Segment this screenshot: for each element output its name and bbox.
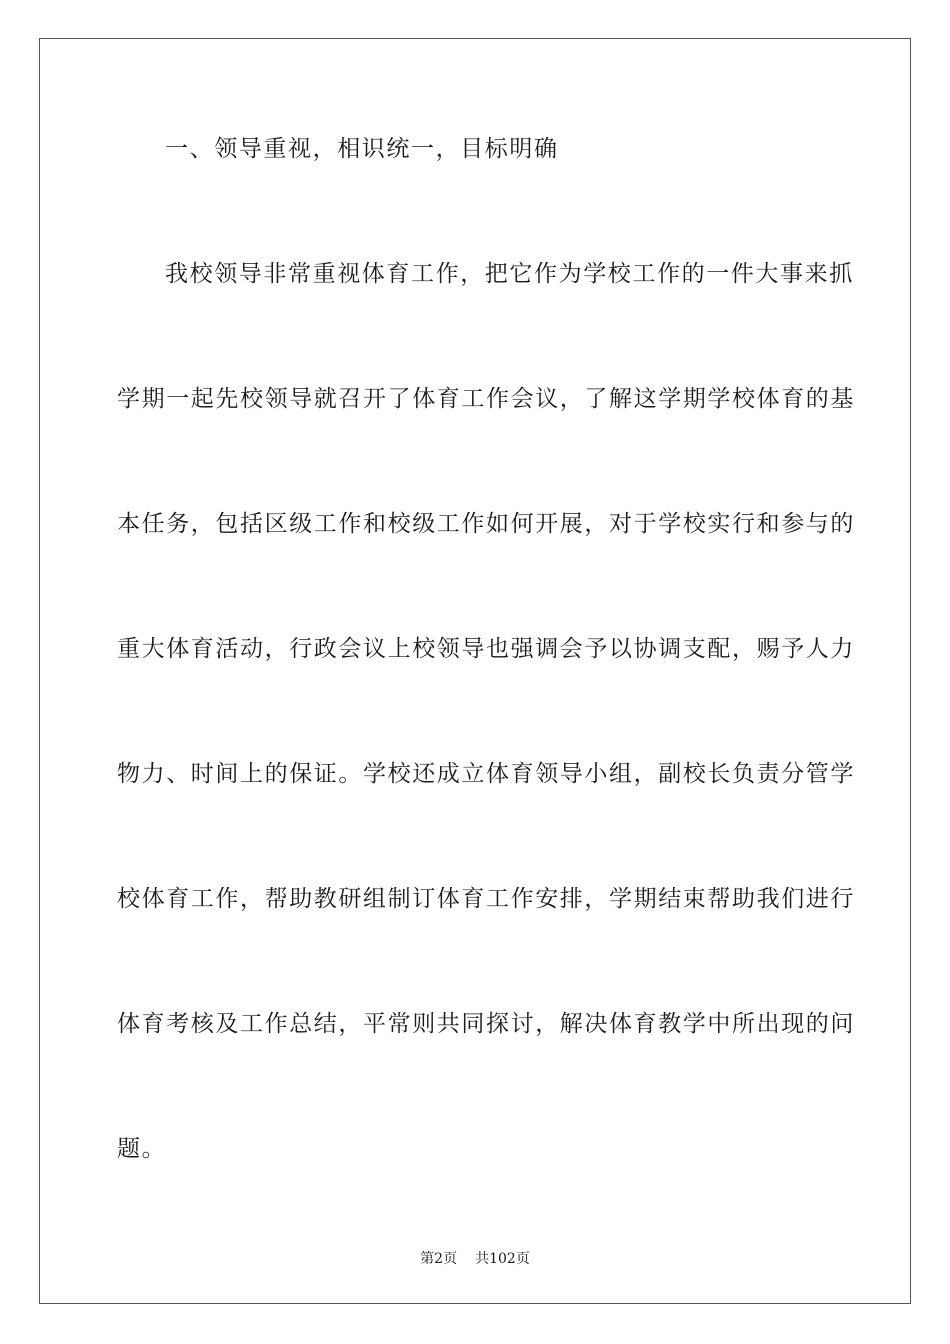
paragraph-line-3: 本任务，包括区级工作和校级工作如何开展，对于学校实行和参与的 bbox=[117, 511, 855, 537]
paragraph-line-7: 体育考核及工作总结，平常则共同探讨，解决体育教学中所出现的问 bbox=[117, 1011, 855, 1037]
paragraph-line-8: 题。 bbox=[117, 1136, 167, 1162]
page-number: 第2页 bbox=[420, 1251, 458, 1267]
paragraph-line-2: 学期一起先校领导就召开了体育工作会议，了解这学期学校体育的基 bbox=[117, 386, 855, 412]
paragraph-line-6: 校体育工作，帮助教研组制订体育工作安排，学期结束帮助我们进行 bbox=[117, 886, 855, 912]
page-footer bbox=[0, 1250, 950, 1268]
page-border bbox=[39, 38, 911, 1304]
paragraph-line-4: 重大体育活动，行政会议上校领导也强调会予以协调支配，赐予人力 bbox=[117, 636, 855, 662]
paragraph-line-1: 我校领导非常重视体育工作，把它作为学校工作的一件大事来抓 bbox=[165, 261, 854, 287]
page-total: 共102页 bbox=[475, 1251, 530, 1267]
section-heading: 一、领导重视，相识统一，目标明确 bbox=[165, 136, 559, 162]
paragraph-line-5: 物力、时间上的保证。学校还成立体育领导小组，副校长负责分管学 bbox=[117, 761, 855, 787]
